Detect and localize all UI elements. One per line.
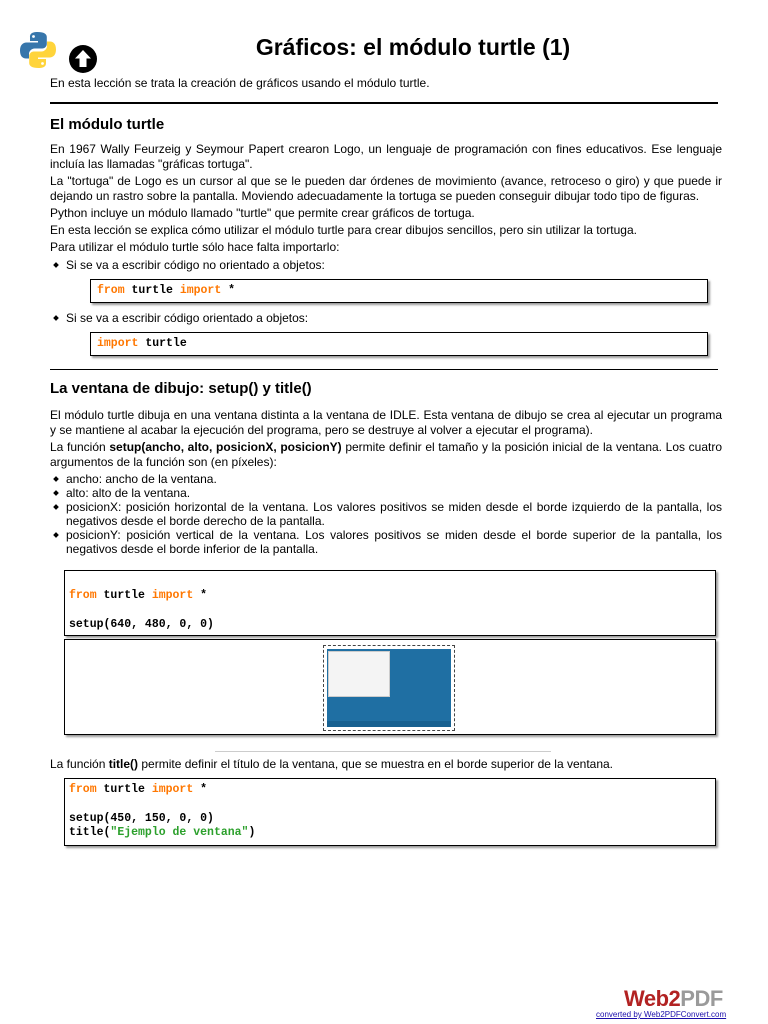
code-line: setup(640, 480, 0, 0) xyxy=(69,618,214,631)
code-text: turtle xyxy=(96,589,152,602)
divider xyxy=(50,102,718,104)
page-title: Gráficos: el módulo turtle (1) xyxy=(255,34,571,60)
code-string: "Ejemplo de ventana" xyxy=(110,826,249,839)
code-text: * xyxy=(193,589,208,602)
code-keyword: from xyxy=(69,783,97,796)
turtle-window xyxy=(328,651,390,697)
code-text: turtle xyxy=(124,284,180,297)
paragraph: La "tortuga" de Logo es un cursor al que se le pueden dar órdenes de movimiento (avance, retroceso o giro) y que puede ir dejando un rastro sobre la pantalla. Moviendo adecuadamente la tortuga se pueden conseguir dibujar todo tipo de figuras. xyxy=(50,174,722,203)
list-item: Si se va a escribir código no orientado a objetos: xyxy=(66,258,325,272)
code-keyword: import xyxy=(151,589,194,602)
text: permite definir el tamaño y la posición inicial de la ventana. Los cuatro argumentos de la función son (en píxeles): xyxy=(50,440,722,469)
code-text: title( xyxy=(69,826,111,839)
converter-link[interactable]: converted by Web2PDFConvert.com xyxy=(596,1010,727,1019)
paragraph: Python incluye un módulo llamado "turtle" que permite crear gráficos de tortuga. xyxy=(50,206,475,220)
divider xyxy=(50,369,718,370)
code-text: turtle xyxy=(138,337,187,350)
paragraph: El módulo turtle dibuja en una ventana distinta a la ventana de IDLE. Esta ventana de dibujo se crea al ejecutar un programa y se mantiene al acabar la ejecución del programa, pero se destruye al volver a ejecutar el programa). xyxy=(50,408,722,437)
taskbar xyxy=(327,721,451,727)
list-item: posicionY: posición vertical de la ventana. Los valores positivos se miden desde el borde superior de la pantalla, los negativos desde el borde inferior de la pantalla. xyxy=(66,528,722,556)
text: La función xyxy=(50,757,109,771)
code-keyword: from xyxy=(97,284,125,297)
screen-thumbnail xyxy=(323,645,455,731)
text: permite definir el título de la ventana, que se muestra en el borde superior de la ventana. xyxy=(138,757,614,771)
code-keyword: import xyxy=(97,337,139,350)
function-name: setup(ancho, alto, posicionX, posicionY) xyxy=(109,440,342,454)
code-text: turtle xyxy=(96,783,152,796)
list-item: posicionX: posición horizontal de la ventana. Los valores positivos se miden desde el borde izquierdo de la pantalla, los negativos desde el borde derecho de la pantalla. xyxy=(66,500,722,528)
function-name: title() xyxy=(108,757,139,771)
list-item: ancho: ancho de la ventana. xyxy=(66,472,217,486)
list-item: Si se va a escribir código orientado a objetos: xyxy=(66,311,309,325)
paragraph: Para utilizar el módulo turtle sólo hace falta importarlo: xyxy=(50,240,340,254)
code-keyword: import xyxy=(151,783,194,796)
code-text: * xyxy=(221,284,236,297)
code-keyword: import xyxy=(179,284,222,297)
code-keyword: from xyxy=(69,589,97,602)
code-line: setup(450, 150, 0, 0) xyxy=(69,812,214,825)
logo-web2: Web2 xyxy=(624,986,681,1011)
logo-pdf: PDF xyxy=(680,986,723,1011)
code-block xyxy=(64,778,716,846)
separator xyxy=(215,751,551,752)
text: La función xyxy=(50,440,110,454)
web2pdf-logo xyxy=(624,986,723,1012)
list-item: alto: alto de la ventana. xyxy=(66,486,191,500)
intro-text: En esta lección se trata la creación de gráficos usando el módulo turtle. xyxy=(50,76,430,90)
code-block xyxy=(90,332,708,356)
paragraph: En 1967 Wally Feurzeig y Seymour Papert crearon Logo, un lenguaje de programación con fines educativos. Ese lenguaje incluía las llamadas "gráficas tortuga". xyxy=(50,142,722,171)
paragraph xyxy=(50,757,722,772)
section-heading-turtle: El módulo turtle xyxy=(50,116,165,133)
section-heading-window: La ventana de dibujo: setup() y title() xyxy=(50,380,312,397)
paragraph: En esta lección se explica cómo utilizar el módulo turtle para crear dibujos sencillos, pero sin utilizar la tortuga. xyxy=(50,223,637,237)
code-block xyxy=(64,570,716,636)
code-block xyxy=(90,279,708,303)
code-text: ) xyxy=(248,826,256,839)
screenshot-figure xyxy=(64,639,716,735)
paragraph xyxy=(50,440,722,470)
web2pdf-badge[interactable] xyxy=(596,986,746,1022)
code-text: * xyxy=(193,783,208,796)
